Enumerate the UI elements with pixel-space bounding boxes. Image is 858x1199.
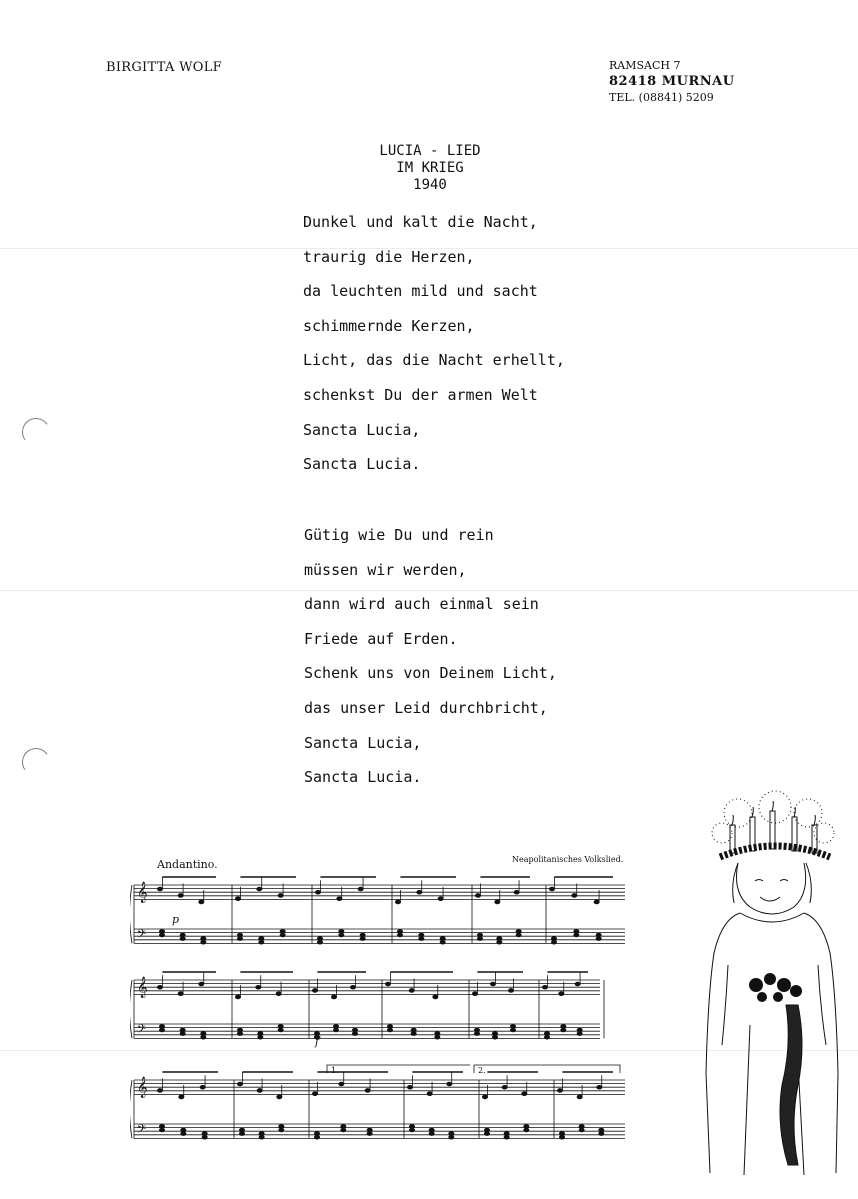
title-year: 1940 xyxy=(413,177,447,193)
verse-line: Gütig wie Du und rein xyxy=(304,526,494,544)
punch-hole-mark xyxy=(20,416,52,448)
note-head xyxy=(433,995,438,999)
note-head xyxy=(549,887,554,891)
verse-line: das unser Leid durchbricht, xyxy=(304,698,548,717)
note-head xyxy=(199,982,204,986)
note-head xyxy=(331,995,336,999)
wreath xyxy=(720,846,830,857)
system-brace xyxy=(130,1080,132,1138)
note-head xyxy=(438,897,443,901)
sender-name: BIRGITTA WOLF xyxy=(106,60,222,75)
verse-line: Sancta Lucia. xyxy=(304,768,422,787)
note-head xyxy=(179,1095,184,1099)
note-head xyxy=(178,992,183,996)
note-head xyxy=(237,1082,242,1086)
dynamic-piano: p xyxy=(172,913,180,926)
treble-clef: 𝄞 xyxy=(137,882,148,903)
note-head xyxy=(409,989,414,993)
stanza-1 xyxy=(303,212,565,489)
note-head xyxy=(202,1132,207,1136)
note-head xyxy=(596,933,601,937)
note-head xyxy=(315,890,320,894)
note-head xyxy=(449,1132,454,1136)
note-head xyxy=(314,1132,319,1136)
note-head xyxy=(435,1032,440,1036)
note-head xyxy=(201,937,206,941)
note-head xyxy=(475,894,480,898)
sheet-music xyxy=(130,855,625,1175)
note-head xyxy=(524,1125,529,1129)
treble-clef: 𝄞 xyxy=(137,1077,148,1098)
note-head xyxy=(235,995,240,999)
verse-line: traurig die Herzen, xyxy=(303,247,475,266)
note-head xyxy=(427,1092,432,1096)
volta-2: 2. xyxy=(478,1066,486,1075)
note-head xyxy=(474,1028,479,1032)
title-line-1: LUCIA - LIED xyxy=(379,143,481,159)
bass-clef: 𝄢 xyxy=(137,928,147,944)
punch-hole-mark xyxy=(20,746,52,778)
sender-address xyxy=(609,58,735,106)
note-head xyxy=(495,900,500,904)
verse-line: müssen wir werden, xyxy=(304,560,467,579)
note-head xyxy=(358,887,363,891)
note-head xyxy=(508,989,513,993)
note-head xyxy=(312,989,317,993)
system-brace xyxy=(130,885,132,943)
note-head xyxy=(572,894,577,898)
note-head xyxy=(447,1082,452,1086)
verse-line: schenkst Du der armen Welt xyxy=(303,385,538,404)
note-head xyxy=(259,937,264,941)
bass-clef: 𝄢 xyxy=(137,1023,147,1039)
note-head xyxy=(237,1028,242,1032)
note-head xyxy=(484,1128,489,1132)
note-head xyxy=(542,985,547,989)
volta-1: 1. xyxy=(331,1066,339,1075)
note-head xyxy=(312,1092,317,1096)
note-head xyxy=(599,1128,604,1132)
bouquet xyxy=(749,973,802,1002)
title-line-2: IM KRIEG xyxy=(396,160,464,176)
verse-line: Sancta Lucia, xyxy=(303,420,421,439)
verse-line: Schenk uns von Deinem Licht, xyxy=(304,664,557,683)
note-head xyxy=(557,1089,562,1093)
note-head xyxy=(199,900,204,904)
note-head xyxy=(280,930,285,934)
note-head xyxy=(279,1125,284,1129)
note-head xyxy=(409,1125,414,1129)
note-head xyxy=(559,1132,564,1136)
verse-line: Licht, das die Nacht erhellt, xyxy=(303,351,565,370)
tempo-marking: Andantino. xyxy=(157,858,218,871)
verse-line: da leuchten mild und sacht xyxy=(303,282,538,301)
note-head xyxy=(257,1089,262,1093)
candles xyxy=(730,801,817,853)
note-head xyxy=(159,930,164,934)
verse-line: Dunkel und kalt die Nacht, xyxy=(303,213,538,231)
note-head xyxy=(159,1025,164,1029)
note-head xyxy=(597,1085,602,1089)
note-head xyxy=(367,1128,372,1132)
note-head xyxy=(178,894,183,898)
gown xyxy=(706,913,838,1175)
note-head xyxy=(256,985,261,989)
note-head xyxy=(387,1025,392,1029)
note-head xyxy=(482,1095,487,1099)
note-head xyxy=(492,1032,497,1036)
verse-line: Sancta Lucia. xyxy=(303,455,421,474)
note-head xyxy=(411,1028,416,1032)
note-head xyxy=(579,1125,584,1129)
note-head xyxy=(157,887,162,891)
system-brace xyxy=(130,980,132,1038)
note-head xyxy=(337,897,342,901)
note-head xyxy=(180,1028,185,1032)
verse-line: Sancta Lucia, xyxy=(304,733,422,752)
music-source: Neapolitanisches Volkslied. xyxy=(512,855,624,864)
face xyxy=(733,863,812,914)
note-head xyxy=(575,982,580,986)
note-head xyxy=(429,1128,434,1132)
note-head xyxy=(516,930,521,934)
note-head xyxy=(339,1082,344,1086)
address-city: 82418 MURNAU xyxy=(609,74,735,89)
address-phone: TEL. (08841) 5209 xyxy=(609,91,714,104)
note-head xyxy=(365,1089,370,1093)
note-head xyxy=(544,1032,549,1036)
note-head xyxy=(339,930,344,934)
address-street: RAMSACH 7 xyxy=(609,59,681,72)
note-head xyxy=(419,933,424,937)
note-head xyxy=(502,1085,507,1089)
note-head xyxy=(490,982,495,986)
note-head xyxy=(352,1028,357,1032)
note-head xyxy=(276,992,281,996)
note-head xyxy=(333,1025,338,1029)
note-head xyxy=(407,1085,412,1089)
note-head xyxy=(341,1125,346,1129)
note-head xyxy=(258,1032,263,1036)
bass-clef: 𝄢 xyxy=(137,1123,147,1139)
note-head xyxy=(385,982,390,986)
dynamic-forte: f xyxy=(315,1035,320,1048)
note-head xyxy=(577,1028,582,1032)
treble-clef: 𝄞 xyxy=(137,977,148,998)
stanza-2 xyxy=(304,525,557,802)
note-head xyxy=(259,1132,264,1136)
note-head xyxy=(181,1128,186,1132)
note-head xyxy=(157,985,162,989)
note-head xyxy=(477,933,482,937)
note-head xyxy=(278,1025,283,1029)
note-head xyxy=(551,937,556,941)
note-head xyxy=(239,1128,244,1132)
note-head xyxy=(510,1025,515,1029)
note-head xyxy=(395,900,400,904)
note-head xyxy=(559,992,564,996)
note-head xyxy=(180,933,185,937)
verse-line: dann wird auch einmal sein xyxy=(304,595,539,614)
note-head xyxy=(360,933,365,937)
note-head xyxy=(235,897,240,901)
note-head xyxy=(157,1089,162,1093)
note-head xyxy=(257,887,262,891)
note-head xyxy=(201,1032,206,1036)
note-head xyxy=(417,890,422,894)
note-head xyxy=(159,1125,164,1129)
note-head xyxy=(514,890,519,894)
note-head xyxy=(350,985,355,989)
note-head xyxy=(440,937,445,941)
verse-line: schimmernde Kerzen, xyxy=(303,316,475,335)
note-head xyxy=(497,937,502,941)
note-head xyxy=(561,1025,566,1029)
note-head xyxy=(577,1095,582,1099)
saint-lucia-illustration xyxy=(700,785,850,1185)
note-head xyxy=(594,900,599,904)
note-head xyxy=(472,992,477,996)
note-head xyxy=(574,930,579,934)
note-head xyxy=(397,930,402,934)
note-head xyxy=(278,894,283,898)
note-head xyxy=(522,1092,527,1096)
note-head xyxy=(504,1132,509,1136)
note-head xyxy=(277,1095,282,1099)
note-head xyxy=(237,933,242,937)
note-head xyxy=(317,937,322,941)
verse-line: Friede auf Erden. xyxy=(304,629,458,648)
song-title xyxy=(330,143,530,194)
note-head xyxy=(200,1085,205,1089)
